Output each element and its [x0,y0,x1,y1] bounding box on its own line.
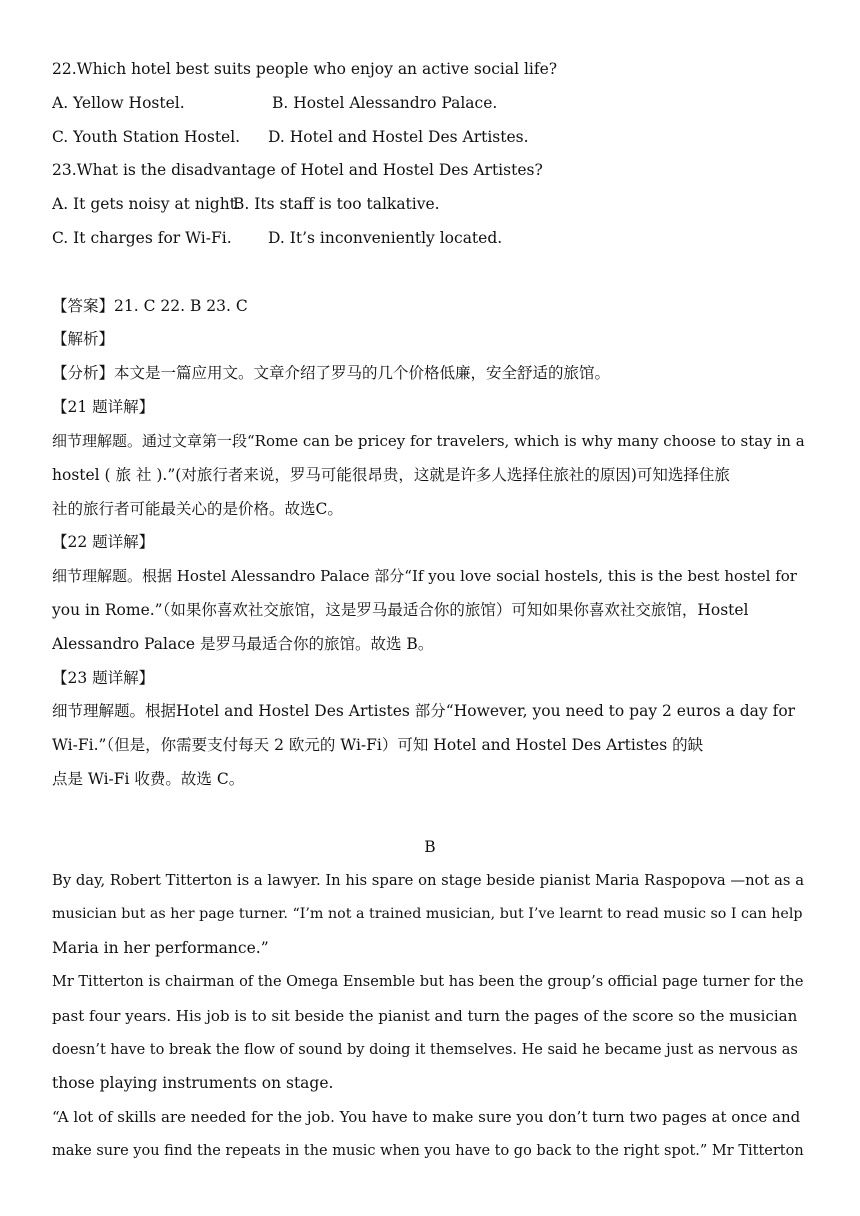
passage-line: doesn’t have to break the flow of sound by doing it themselves. He said he became just as nervous as [52,1042,798,1058]
answer-key: 【答案】21. C 22. B 23. C [52,297,248,315]
q23-option-b: B. Its staff is too talkative. [233,195,440,213]
detail-23-line: 点是 Wi-Fi 收费。故选 C。 [52,770,245,788]
question-23-options-row-2 [52,221,808,255]
passage-line: By day, Robert Titterton is a lawyer. In his spare on stage beside pianist Maria Raspopova —not as a [52,872,804,889]
detail-21-line: hostel ( 旅 社 ).”(对旅行者来说，罗马可能很昂贵，这就是许多人选择住旅社的原因)可知选择住旅 [52,466,730,484]
q23-option-d: D. It’s inconveniently located. [268,229,503,247]
passage-heading: B [424,838,436,856]
q22-option-d: D. Hotel and Hostel Des Artistes. [268,128,529,146]
detail-22-line: Alessandro Palace 是罗马最适合你的旅馆。故选 B。 [52,635,434,653]
passage-line: those playing instruments on stage. [52,1074,334,1092]
q22-option-a: A. Yellow Hostel. [52,94,185,112]
q22-option-b: B. Hostel Alessandro Palace. [272,94,498,112]
q23-option-a: A. It gets noisy at night. [52,195,241,213]
question-22-options-row-2 [52,120,808,154]
detail-22-line: 细节理解题。根据 Hostel Alessandro Palace 部分“If you love social hostels, this is the best hostel for [52,567,797,585]
question-23-stem: 23.What is the disadvantage of Hotel and Hostel Des Artistes? [52,161,543,179]
explanation-label: 【解析】 [52,330,115,348]
detail-22-line: you in Rome.”（如果你喜欢社交旅馆，这是罗马最适合你的旅馆）可知如果你喜欢社交旅馆，Hostel [52,601,749,619]
detail-22-heading: 【22 题详解】 [52,533,155,551]
passage-line: musician but as her page turner. “I’m not a trained musician, but I’ve learnt to read music so I can help [52,906,803,922]
detail-23-line: Wi-Fi.”（但是，你需要支付每天 2 欧元的 Wi-Fi）可知 Hotel and Hostel Des Artistes 的缺 [52,736,704,754]
detail-21-line: 社的旅行者可能最关心的是价格。故选C。 [52,500,343,518]
passage-line: Maria in her performance.” [52,939,269,957]
q23-option-c: C. It charges for Wi-Fi. [52,229,232,247]
detail-21-heading: 【21 题详解】 [52,398,155,416]
analysis-text: 【分析】本文是一篇应用文。文章介绍了罗马的几个价格低廉，安全舒适的旅馆。 [52,364,611,382]
passage-line: make sure you find the repeats in the music when you have to go back to the right spot.” Mr Titterton [52,1143,804,1159]
detail-23-heading: 【23 题详解】 [52,669,155,687]
question-23-options-row-1 [52,187,808,221]
passage-line: past four years. His job is to sit beside the pianist and turn the pages of the score so the musician [52,1007,798,1025]
question-22-options-row-1 [52,86,808,120]
passage-line: “A lot of skills are needed for the job. You have to make sure you don’t turn two pages at once and [52,1108,801,1126]
q22-option-c: C. Youth Station Hostel. [52,128,241,146]
question-22-stem: 22.Which hotel best suits people who enjoy an active social life? [52,60,558,78]
detail-23-line: 细节理解题。根据Hotel and Hostel Des Artistes 部分“However, you need to pay 2 euros a day for [52,702,796,720]
passage-line: Mr Titterton is chairman of the Omega Ensemble but has been the group’s official page turner for the [52,974,804,990]
detail-21-line: 细节理解题。通过文章第一段“Rome can be pricey for travelers, which is why many choose to stay in a [52,432,805,450]
